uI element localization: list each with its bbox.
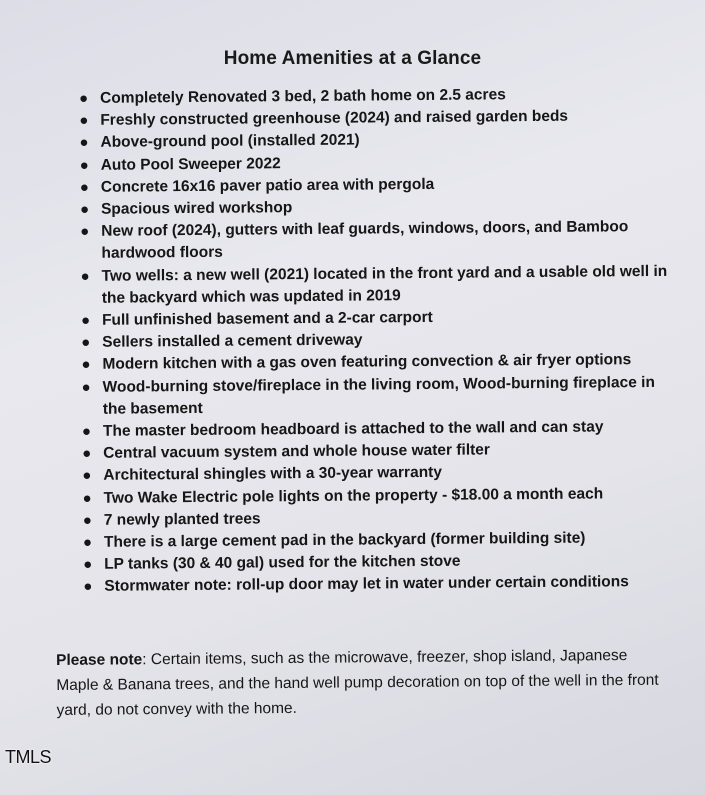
list-item <box>79 216 679 266</box>
bullet-icon: ● <box>82 445 92 463</box>
list-item-text: There is a large cement pad in the backyard (former building site) <box>103 529 586 551</box>
list-item-text: Full unfinished basement and a 2-car carport <box>101 308 433 329</box>
list-item-text: Above-ground pool (installed 2021) <box>100 131 360 152</box>
please-note-paragraph <box>56 643 667 723</box>
list-item-text: Freshly constructed greenhouse (2024) and raised garden beds <box>100 107 569 130</box>
list-item <box>82 571 682 598</box>
list-item-text: Spacious wired workshop <box>100 199 293 218</box>
bullet-icon: ● <box>80 267 90 285</box>
list-item <box>80 260 680 310</box>
list-item-text: Two Wake Electric pole lights on the property - $18.00 a month each <box>103 485 604 507</box>
list-item-text: Wood-burning stove/fireplace in the living room, Wood-burning fireplace in the basement <box>102 373 655 418</box>
bullet-icon: ● <box>79 178 90 196</box>
bullet-icon: ● <box>82 467 92 485</box>
bullet-icon: ● <box>81 422 92 441</box>
tmls-watermark: TMLS <box>5 747 52 767</box>
amenities-list <box>78 83 682 599</box>
bullet-icon: ● <box>82 511 92 529</box>
bullet-icon: ● <box>80 223 90 241</box>
list-item-text: New roof (2024), gutters with leaf guards, windows, doors, and Bamboo hardwood floors <box>101 218 629 263</box>
bullet-icon: ● <box>83 578 93 596</box>
bullet-icon: ● <box>82 533 93 552</box>
bullet-icon: ● <box>80 311 91 330</box>
list-item-text: Stormwater note: roll-up door may let in water under certain conditions <box>104 573 629 596</box>
note-text: : Certain items, such as the microwave, freezer, shop island, Japanese Maple & Banana trees, and the hand well pump decoration on top of the well in the front yard, do not convey with the home. <box>56 647 659 719</box>
list-item-text: Sellers installed a cement driveway <box>102 331 363 352</box>
bullet-icon: ● <box>82 489 92 507</box>
list-item-text: The master bedroom headboard is attached to the wall and can stay <box>102 418 604 440</box>
bullet-icon: ● <box>81 378 91 396</box>
list-item-text: Concrete 16x16 paver patio area with pergola <box>100 175 435 196</box>
bullet-icon: ● <box>81 356 91 374</box>
bullet-icon: ● <box>79 112 89 130</box>
list-item-text: Architectural shingles with a 30-year warranty <box>103 464 442 485</box>
bullet-icon: ● <box>79 134 89 152</box>
list-item-text: Modern kitchen with a gas oven featuring convection & air fryer options <box>102 351 632 374</box>
bullet-icon: ● <box>79 89 89 107</box>
list-item-text: LP tanks (30 & 40 gal) used for the kitchen stove <box>104 552 461 574</box>
bullet-icon: ● <box>83 556 93 574</box>
bullet-icon: ● <box>79 200 90 219</box>
list-item-text: Auto Pool Sweeper 2022 <box>100 154 281 174</box>
list-item-text: Completely Renovated 3 bed, 2 bath home on 2.5 acres <box>100 86 506 107</box>
list-item-text: Two wells: a new well (2021) located in the front yard and a usable old well in the backyard which was updated in 2019 <box>101 262 668 307</box>
note-lead: Please note <box>56 651 143 669</box>
list-item <box>81 371 681 421</box>
list-item-text: 7 newly planted trees <box>103 510 261 529</box>
bullet-icon: ● <box>79 156 89 174</box>
bullet-icon: ● <box>81 334 91 352</box>
page-title: Home Amenities at a Glance <box>223 48 482 69</box>
list-item-text: Central vacuum system and whole house water filter <box>103 441 491 463</box>
